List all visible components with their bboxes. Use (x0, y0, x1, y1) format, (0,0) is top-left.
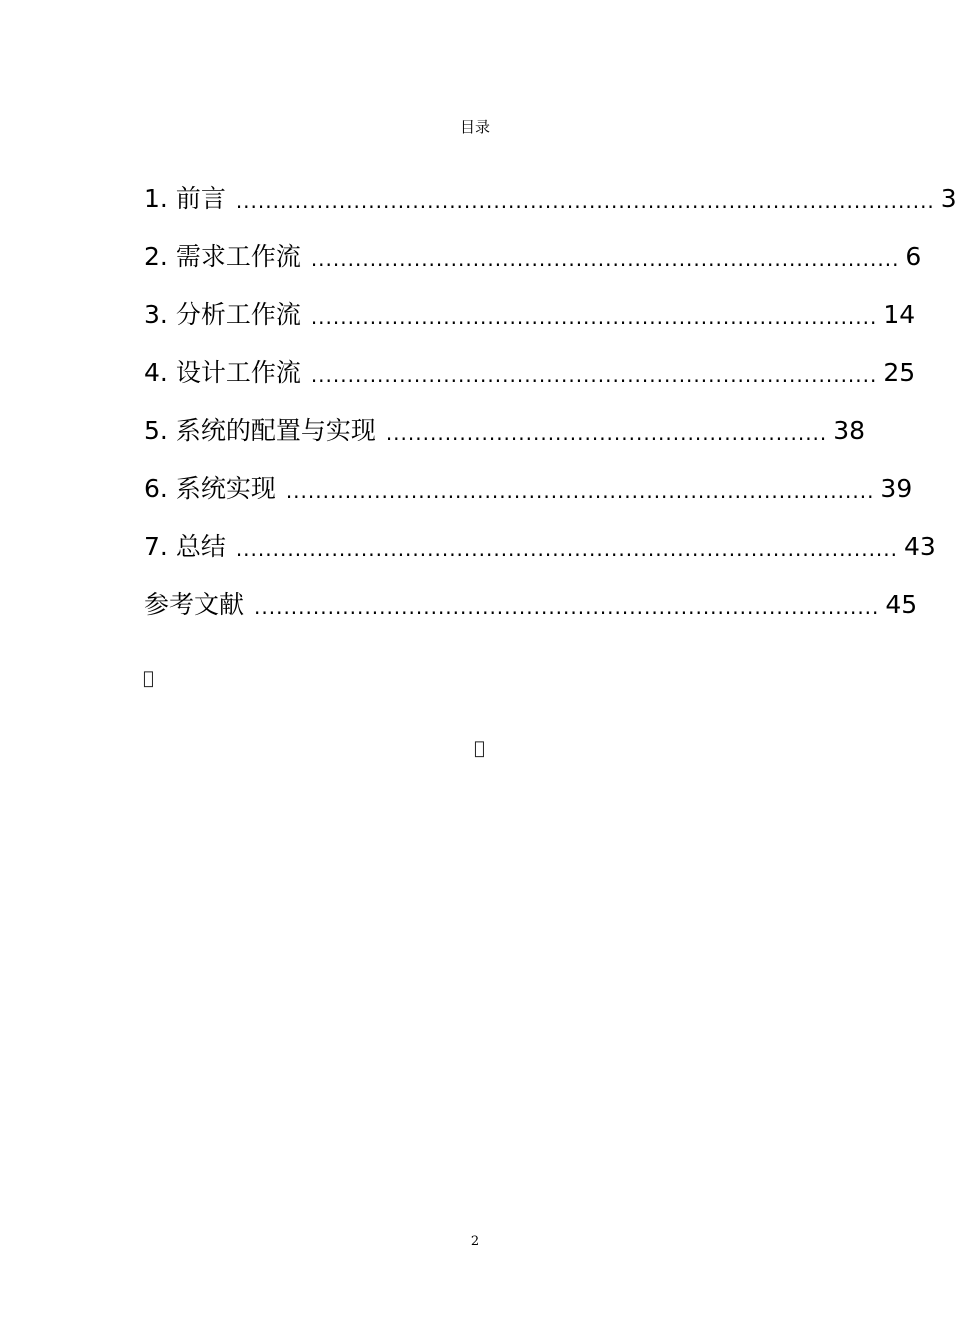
toc-entry-page: 39 (880, 474, 913, 503)
toc-leader-dots: ............................................................................................... (235, 189, 935, 213)
page-title: 目录 (459, 118, 490, 136)
page-number: 2 (470, 1234, 480, 1249)
paragraph-marker-glyph (474, 738, 485, 759)
toc-entry-number: 3. (144, 300, 168, 329)
table-of-contents (144, 170, 957, 634)
toc-leader-dots: ............................................................................. (310, 305, 878, 329)
toc-entry-title: 系统实现 (175, 474, 276, 503)
toc-entry-page: 6 (905, 242, 922, 271)
toc-entry[interactable] (144, 344, 916, 402)
toc-entry[interactable] (144, 460, 913, 518)
toc-entry-page: 25 (883, 358, 916, 387)
toc-entry-page: 45 (885, 590, 918, 619)
toc-entry-references[interactable] (144, 576, 918, 634)
toc-entry-number: 4. (144, 358, 168, 387)
paragraph-marker-glyph (143, 668, 154, 689)
toc-entry-title: 参考文献 (144, 590, 245, 619)
toc-leader-dots: ..................................................................................... (254, 595, 880, 619)
toc-entry-title: 设计工作流 (175, 358, 301, 387)
toc-entry[interactable] (144, 228, 922, 286)
toc-entry[interactable] (144, 402, 866, 460)
toc-entry-title: 需求工作流 (175, 242, 301, 271)
toc-entry[interactable] (144, 286, 916, 344)
toc-leader-dots: ................................................................................ (310, 247, 900, 271)
toc-entry-page: 38 (833, 416, 866, 445)
toc-leader-dots: ............................................................................. (310, 363, 878, 387)
toc-entry-number: 7. (144, 532, 168, 561)
toc-leader-dots: ................................................................................ (285, 479, 875, 503)
toc-entry-number: 1. (144, 184, 168, 213)
toc-entry-title: 分析工作流 (175, 300, 301, 329)
toc-entry-number: 5. (144, 416, 168, 445)
toc-entry-page: 3 (940, 184, 957, 213)
toc-entry-title: 总结 (175, 532, 226, 561)
toc-entry-title: 系统的配置与实现 (175, 416, 376, 445)
toc-entry[interactable] (144, 170, 957, 228)
toc-entry[interactable] (144, 518, 936, 576)
toc-entry-page: 43 (904, 532, 936, 561)
toc-leader-dots: ............................................................ (385, 421, 828, 445)
toc-entry-number: 6. (144, 474, 168, 503)
toc-leader-dots: .......................................................................................... (235, 537, 898, 561)
toc-entry-title: 前言 (175, 184, 226, 213)
toc-entry-page: 14 (883, 300, 916, 329)
toc-entry-number: 2. (144, 242, 168, 271)
